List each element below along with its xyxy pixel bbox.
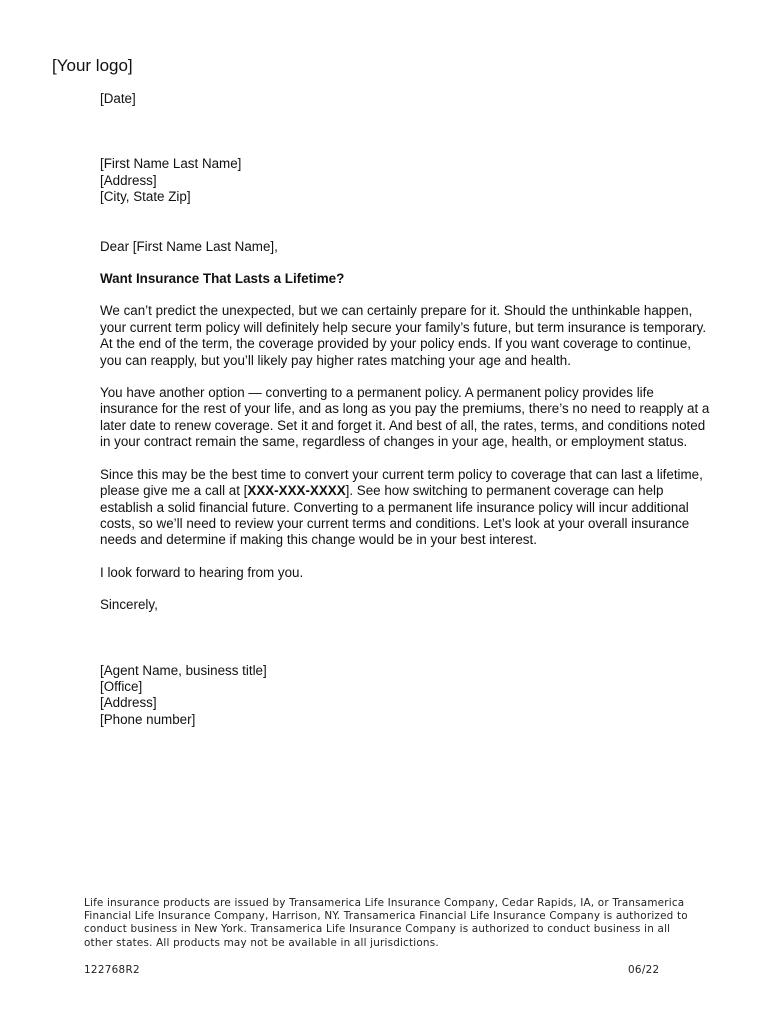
paragraph-line: Since this may be the best time to convert your current term policy to coverage that can last a lifetime, — [100, 466, 703, 482]
disclaimer-line: other states. All products may not be available in all jurisdictions. — [84, 936, 439, 949]
paragraph-3 — [100, 467, 740, 549]
recipient-address: [Address] — [100, 172, 157, 188]
paragraph-line: in your contract remain the same, regardless of changes in your age, health, or employment status. — [100, 434, 688, 450]
paragraph-line: You have another option — converting to a permanent policy. A permanent policy provides life — [100, 385, 654, 401]
disclaimer-line: Financial Life Insurance Company, Harrison, NY. Transamerica Financial Life Insurance Company is authorized to — [84, 910, 688, 923]
paragraph-line: later date to renew coverage. Set it and forget it. And best of all, the rates, terms, and conditions noted — [100, 417, 706, 433]
letter-body — [100, 91, 740, 728]
phone-number-placeholder: XXX-XXX-XXXX — [247, 483, 346, 499]
paragraph-text: please give me a call at [ — [100, 483, 248, 499]
paragraph-line: your current term policy will definitely help secure your family’s future, but term insurance is temporary. — [100, 319, 707, 335]
recipient-city-state-zip: [City, State Zip] — [100, 189, 191, 205]
form-date: 06/22 — [628, 964, 660, 976]
salutation: Dear [First Name Last Name], — [100, 238, 278, 254]
paragraph-line: insurance for the rest of your life, and as long as you pay the premiums, there’s no need to reapply at a — [100, 401, 710, 417]
paragraph-line: We can’t predict the unexpected, but we can certainly prepare for it. Should the unthinkable happen, — [100, 303, 693, 319]
letter-date: [Date] — [100, 91, 136, 106]
paragraph-text: ]. See how switching to permanent coverage can help — [345, 483, 664, 499]
paragraph-line: you can reapply, but you’ll likely pay higher rates matching your age and health. — [100, 352, 571, 368]
paragraph-1 — [100, 303, 740, 369]
form-id: 122768R2 — [84, 964, 140, 976]
agent-address: [Address] — [100, 695, 157, 711]
agent-name-title: [Agent Name, business title] — [100, 662, 267, 678]
paragraph-line: costs, so we’ll need to review your current terms and conditions. Let’s look at your overall insurance — [100, 515, 690, 531]
logo-placeholder: [Your logo] — [52, 56, 133, 75]
recipient-block — [100, 156, 740, 205]
paragraph-line: At the end of the term, the coverage provided by your policy ends. If you want coverage to continue, — [100, 336, 692, 352]
footer-disclaimer — [84, 897, 734, 950]
closing-line: I look forward to hearing from you. — [100, 564, 304, 580]
signature-block — [100, 663, 740, 729]
agent-phone: [Phone number] — [100, 711, 196, 727]
paragraph-line: establish a solid financial future. Converting to a permanent life insurance policy will incur additional — [100, 499, 689, 515]
recipient-name: [First Name Last Name] — [100, 156, 242, 172]
letter-subject: Want Insurance That Lasts a Lifetime? — [100, 271, 345, 287]
disclaimer-line: conduct business in New York. Transamerica Life Insurance Company is authorized to conduct business in all — [84, 923, 671, 936]
disclaimer-line: Life insurance products are issued by Transamerica Life Insurance Company, Cedar Rapids, IA, or Transamerica — [84, 897, 685, 909]
paragraph-2 — [100, 385, 740, 451]
paragraph-line: needs and determine if making this change would be in your best interest. — [100, 532, 537, 548]
signoff: Sincerely, — [100, 597, 158, 613]
agent-office: [Office] — [100, 678, 143, 694]
paragraph-line-with-phone — [100, 483, 740, 499]
